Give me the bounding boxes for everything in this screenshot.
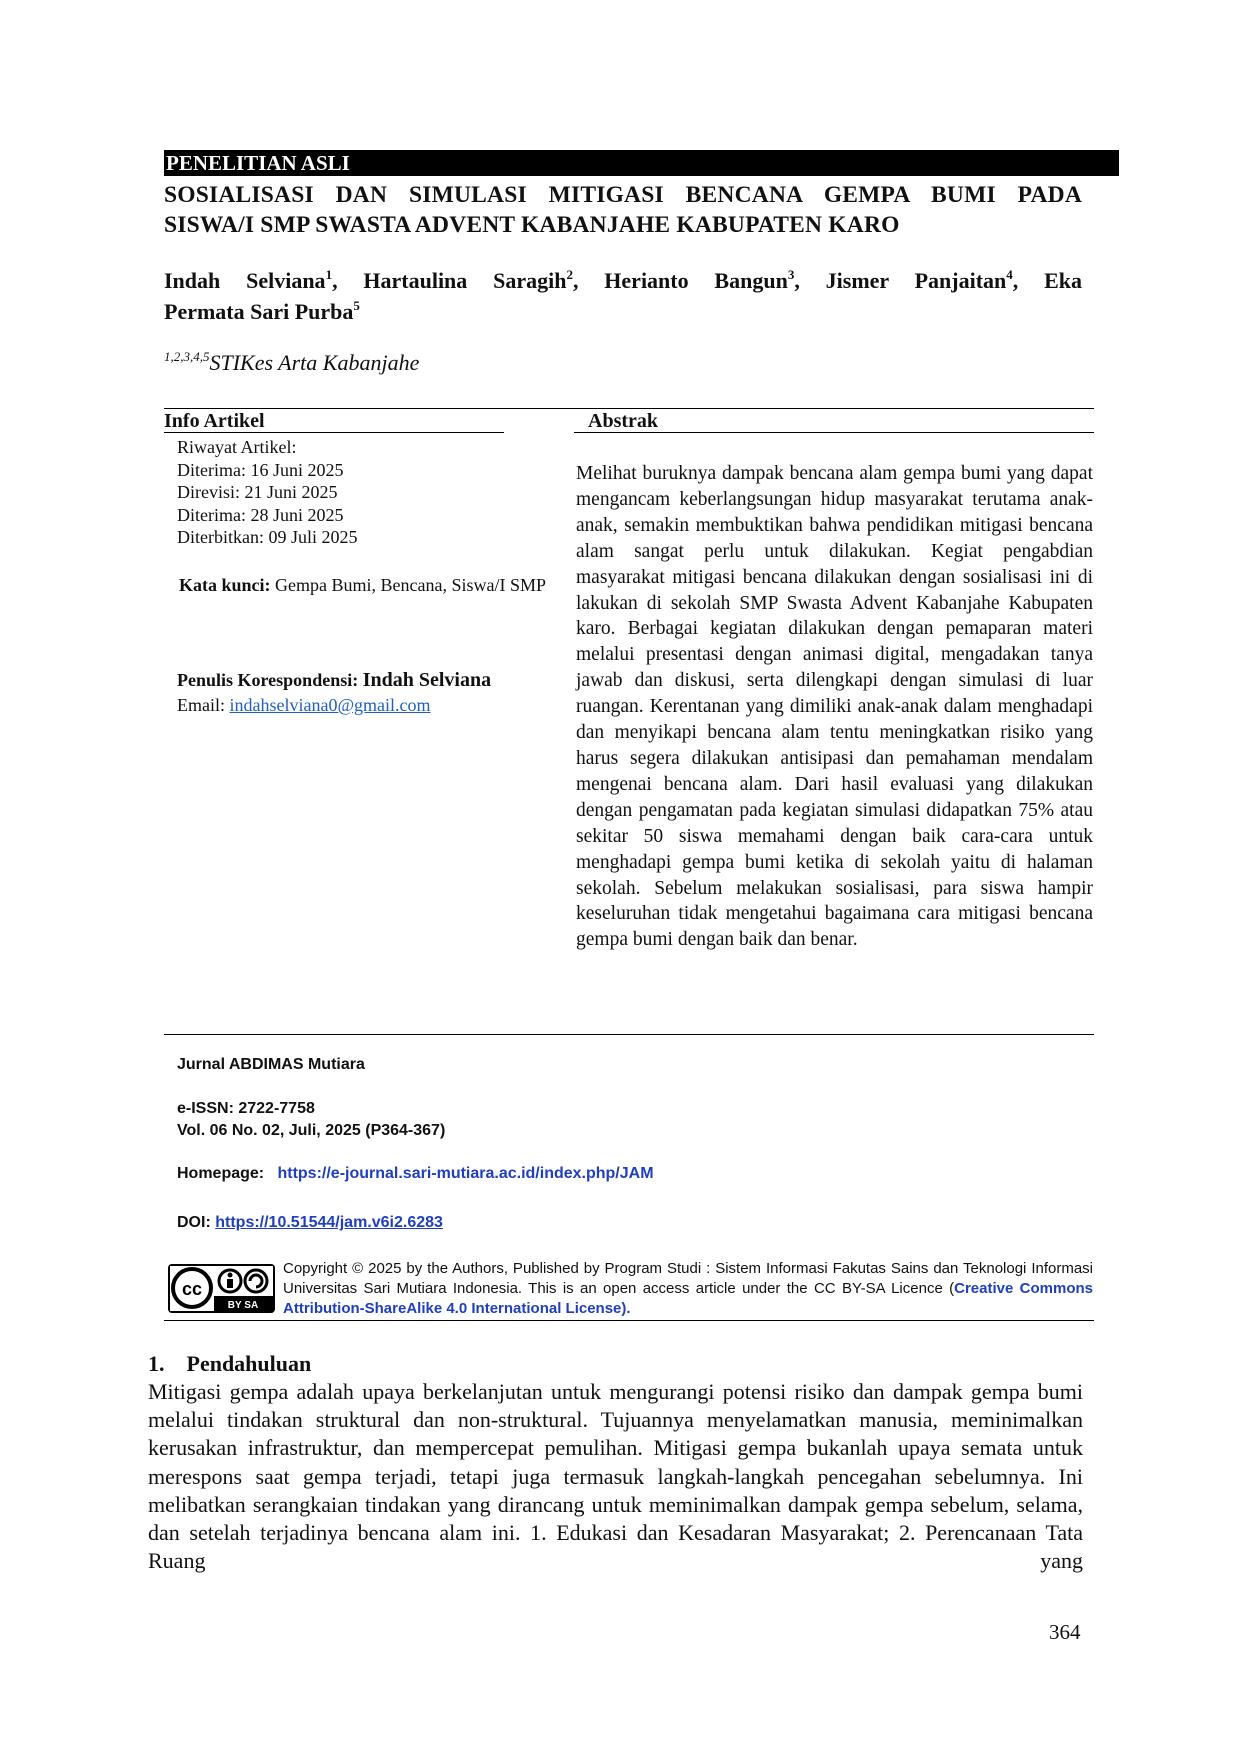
paper-title — [164, 180, 1082, 240]
author-separator: , — [332, 268, 364, 293]
history-item: Direvisi: 21 Juni 2025 — [177, 482, 338, 502]
history-item: Diterbitkan: 09 Juli 2025 — [177, 527, 358, 547]
author-sup: 3 — [787, 267, 795, 282]
cc-license-badge[interactable] — [168, 1264, 275, 1313]
affiliation-name: STIKes Arta Kabanjahe — [209, 350, 420, 375]
correspondent-name: Indah Selviana — [362, 669, 492, 691]
abstract-heading: Abstrak — [574, 410, 1094, 433]
homepage-label: Homepage: — [177, 1165, 265, 1182]
author-separator: , — [572, 268, 605, 293]
journal-volume: Vol. 06 No. 02, Juli, 2025 (P364-367) — [177, 1122, 446, 1139]
doi-link[interactable]: https://10.51544/jam.v6i2.6283 — [215, 1214, 443, 1231]
author-sup: 4 — [1006, 267, 1013, 282]
info-heading: Info Artikel — [164, 410, 504, 433]
author-list — [164, 265, 1082, 327]
affiliation-sup: 1,2,3,4,5 — [164, 349, 210, 364]
author-row-1 — [164, 265, 1082, 296]
affiliation — [164, 350, 419, 376]
author-sup: 5 — [353, 298, 360, 313]
journal-name: Jurnal ABDIMAS Mutiara — [177, 1056, 365, 1073]
badge-text: BY SA — [227, 1300, 259, 1311]
abstract-text: Melihat buruknya dampak bencana alam gempa bumi yang dapat mengancam keberlangsungan hidup masyarakat terutama anak-anak, semakin membuktikan bahwa pendidikan mitigasi bencana alam sangat perlu untuk dilakukan. Kegiat pengabdian masyarakat mitigasi bencana dilakukan dengan sosialisasi ini di lakukan di sekolah SMP Swasta Advent Kabanjahe Kabupaten karo. Berbagai kegiatan dilakukan dengan pemaparan materi melalui presentasi dengan animasi digital, mengadakan tanya jawab dan diskusi, serta dilengkapi dengan simulasi di luar ruangan. Kerentanan yang dimiliki anak-anak dalam menghadapi dan menyikapi bencana alam tentu meningkatkan risiko yang harus segera dilakukan antisipasi dan pemahaman mendalam mengenai bencana alam. Dari hasil evaluasi yang dilakukan dengan pengamatan pada kegiatan simulasi didapatkan 75% atau sekitar 50 siswa memahami dengan baik cara-cara untuk menghadapi gempa bumi ketika di sekolah yaitu di halaman sekolah. Sebelum melakukan sosialisasi, para siswa hampir keseluruhan tidak mengetahui bagaimana cara mitigasi bencana gempa bumi dengan baik dan benar. — [576, 463, 1093, 951]
cc-by-sa-icon — [170, 1266, 273, 1311]
section-label: PENELITIAN ASLI — [166, 151, 350, 175]
abstract-bottom-rule — [164, 1034, 1094, 1035]
section-number: 1. — [148, 1351, 165, 1376]
correspondent-label: Penulis Korespondensi: — [177, 670, 359, 690]
section-body: Mitigasi gempa adalah upaya berkelanjutan untuk mengurangi potensi risiko dan dampak gempa bumi melalui tindakan struktural dan non-struktural. Tujuannya menyelamatkan manusia, meminimalkan kerusakan infrastruktur, dan mempercepat pemulihan. Mitigasi gempa bukanlah upaya semata untuk merespons saat gempa terjadi, tetapi juga termasuk langkah-langkah pencegahan sebelumnya. Ini melibatkan serangkaian tindakan yang dirancang untuk meminimalkan dampak gempa sebelum, selama, dan setelah terjadinya bencana alam ini. 1. Edukasi dan Kesadaran Masyarakat; 2. Perencanaan Tata Ruang yang — [148, 1379, 1083, 1574]
keywords-label: Kata kunci: — [179, 575, 271, 595]
email-link[interactable]: indahselviana0@gmail.com — [229, 695, 431, 715]
page-number: 364 — [1049, 1620, 1081, 1644]
history-label: Riwayat Artikel: — [177, 437, 297, 457]
license-bottom-rule — [164, 1320, 1094, 1321]
journal-homepage — [177, 1165, 654, 1183]
author-separator: , Eka — [1012, 268, 1083, 293]
author-name: Herianto Bangun — [604, 268, 788, 293]
top-rule — [164, 408, 1094, 409]
keywords-value: Gempa Bumi, Bencana, Siswa/I SMP — [275, 575, 546, 595]
title-line-2: SISWA/I SMP SWASTA ADVENT KABANJAHE KABUPATEN KARO — [164, 212, 900, 238]
cc-label: cc — [181, 1279, 203, 1299]
journal-issn: e-ISSN: 2722-7758 — [177, 1100, 315, 1117]
copyright-notice — [283, 1259, 1093, 1319]
copyright-text: Copyright © 2025 by the Authors, Published by Program Studi : Sistem Informasi Fakutas Sains dan Teknologi Informasi Universitas Sari Mutiara Indonesia. This is an open access article under the CC BY-SA Licence ( — [283, 1260, 1093, 1297]
author-name: Hartaulina Saragih — [363, 268, 567, 293]
journal-doi — [177, 1214, 443, 1232]
keywords — [179, 573, 569, 597]
article-history — [177, 436, 357, 549]
author-separator: , — [794, 268, 826, 293]
homepage-link[interactable]: https://e-journal.sari-mutiara.ac.id/index.php/JAM — [277, 1165, 654, 1182]
author-sup: 1 — [325, 267, 333, 282]
author-name: Permata Sari Purba — [164, 299, 354, 324]
author-name: Jismer Panjaitan — [825, 268, 1007, 293]
title-line-1: SOSIALISASI DAN SIMULASI MITIGASI BENCANA GEMPA BUMI PADA — [164, 182, 1082, 208]
correspondent — [177, 668, 557, 718]
author-sup: 2 — [566, 267, 573, 282]
doi-label: DOI: — [177, 1214, 211, 1231]
author-name: Indah Selviana — [164, 268, 326, 293]
section-heading — [148, 1351, 311, 1377]
section-label-bar — [164, 150, 1119, 176]
section-title: Pendahuluan — [186, 1351, 312, 1376]
history-item: Diterima: 28 Juni 2025 — [177, 504, 344, 525]
email-label: Email: — [177, 695, 225, 715]
history-item: Diterima: 16 Juni 2025 — [177, 459, 344, 480]
license-link[interactable]: Creative Commons Attribution-ShareAlike 4.0 International License). — [283, 1280, 1093, 1317]
